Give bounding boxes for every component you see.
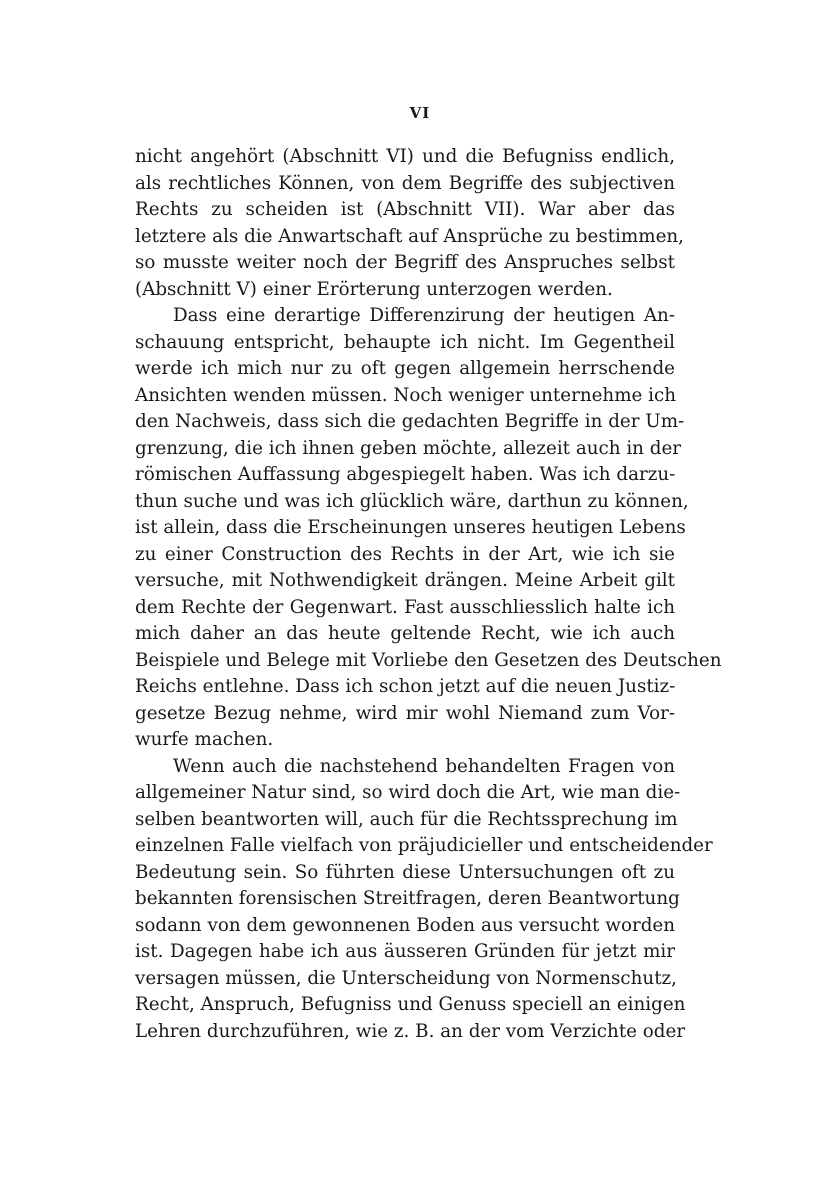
text-line: römischen Auffassung abgespiegelt haben. Was ich darzu- (135, 464, 676, 485)
text-line: ist. Dagegen habe ich aus äusseren Gründen für jetzt mir (135, 941, 675, 962)
text-line: Wenn auch die nachstehend behandelten Fragen von (173, 755, 675, 777)
paragraph (135, 754, 713, 1046)
text-line: wurfe machen. (135, 729, 274, 750)
text-line: Reichs entlehne. Dass ich schon jetzt auf die neuen Justiz- (135, 676, 676, 697)
text-line: Bedeutung sein. So führten diese Untersuchungen oft zu (135, 861, 675, 883)
text-line: selben beantworten will, auch für die Rechtssprechung im (135, 808, 678, 830)
text-line: sodann von dem gewonnenen Boden aus versucht worden (135, 914, 675, 936)
text-line: Beispiele und Belege mit Vorliebe den Gesetzen des Deutschen (135, 649, 722, 671)
text-line: grenzung, die ich ihnen geben möchte, allezeit auch in der (135, 437, 682, 459)
text-line: werde ich mich nur zu oft gegen allgemein herrschende (135, 358, 675, 379)
text-line: als rechtliches Können, von dem Begriffe des subjectiven (135, 172, 675, 194)
paragraph (135, 303, 722, 754)
text-line: einzelnen Falle vielfach von präjudicieller und entscheidender (135, 835, 713, 856)
text-line: ist allein, dass die Erscheinungen unseres heutigen Lebens (135, 517, 686, 538)
body-text (135, 144, 722, 1045)
text-line: versuche, mit Nothwendigkeit drängen. Meine Arbeit gilt (135, 570, 675, 591)
text-line: so musste weiter noch der Begriff des Anspruches selbst (135, 252, 675, 273)
page-number: VI (409, 104, 431, 122)
text-line: letztere als die Anwartschaft auf Ansprüche zu bestimmen, (135, 225, 684, 247)
text-line: schauung entspricht, behaupte ich nicht. Im Gegentheil (135, 331, 675, 353)
text-line: thun suche und was ich glücklich wäre, darthun zu können, (135, 490, 689, 512)
text-line: gesetze Bezug nehme, wird mir wohl Niemand zum Vor- (135, 702, 675, 724)
text-line: bekannten forensischen Streitfragen, deren Beantwortung (135, 888, 680, 909)
text-line: Ansichten wenden müssen. Noch weniger unternehme ich (135, 384, 677, 406)
text-line: Dass eine derartige Differenzirung der heutigen An- (173, 305, 675, 326)
text-line: Recht, Anspruch, Befugniss und Genuss speciell an einigen (135, 994, 686, 1015)
text-line: mich daher an das heute geltende Recht, wie ich auch (135, 623, 675, 644)
text-line: den Nachweis, dass sich die gedachten Begriffe in der Um- (135, 411, 685, 432)
text-line: zu einer Construction des Rechts in der Art, wie ich sie (135, 543, 675, 565)
paragraph (135, 144, 684, 303)
text-line: versagen müssen, die Unterscheidung von Normenschutz, (135, 967, 677, 989)
text-line: nicht angehört (Abschnitt VI) und die Befugniss endlich, (135, 146, 675, 167)
text-line: (Abschnitt V) einer Erörterung unterzogen werden. (135, 278, 613, 300)
text-line: dem Rechte der Gegenwart. Fast ausschliesslich halte ich (135, 596, 675, 618)
text-line: allgemeiner Natur sind, so wird doch die Art, wie man die- (135, 782, 681, 803)
text-line: Lehren durchzuführen, wie z. B. an der vom Verzichte oder (135, 1020, 686, 1042)
text-line: Rechts zu scheiden ist (Abschnitt VII). War aber das (135, 199, 675, 220)
